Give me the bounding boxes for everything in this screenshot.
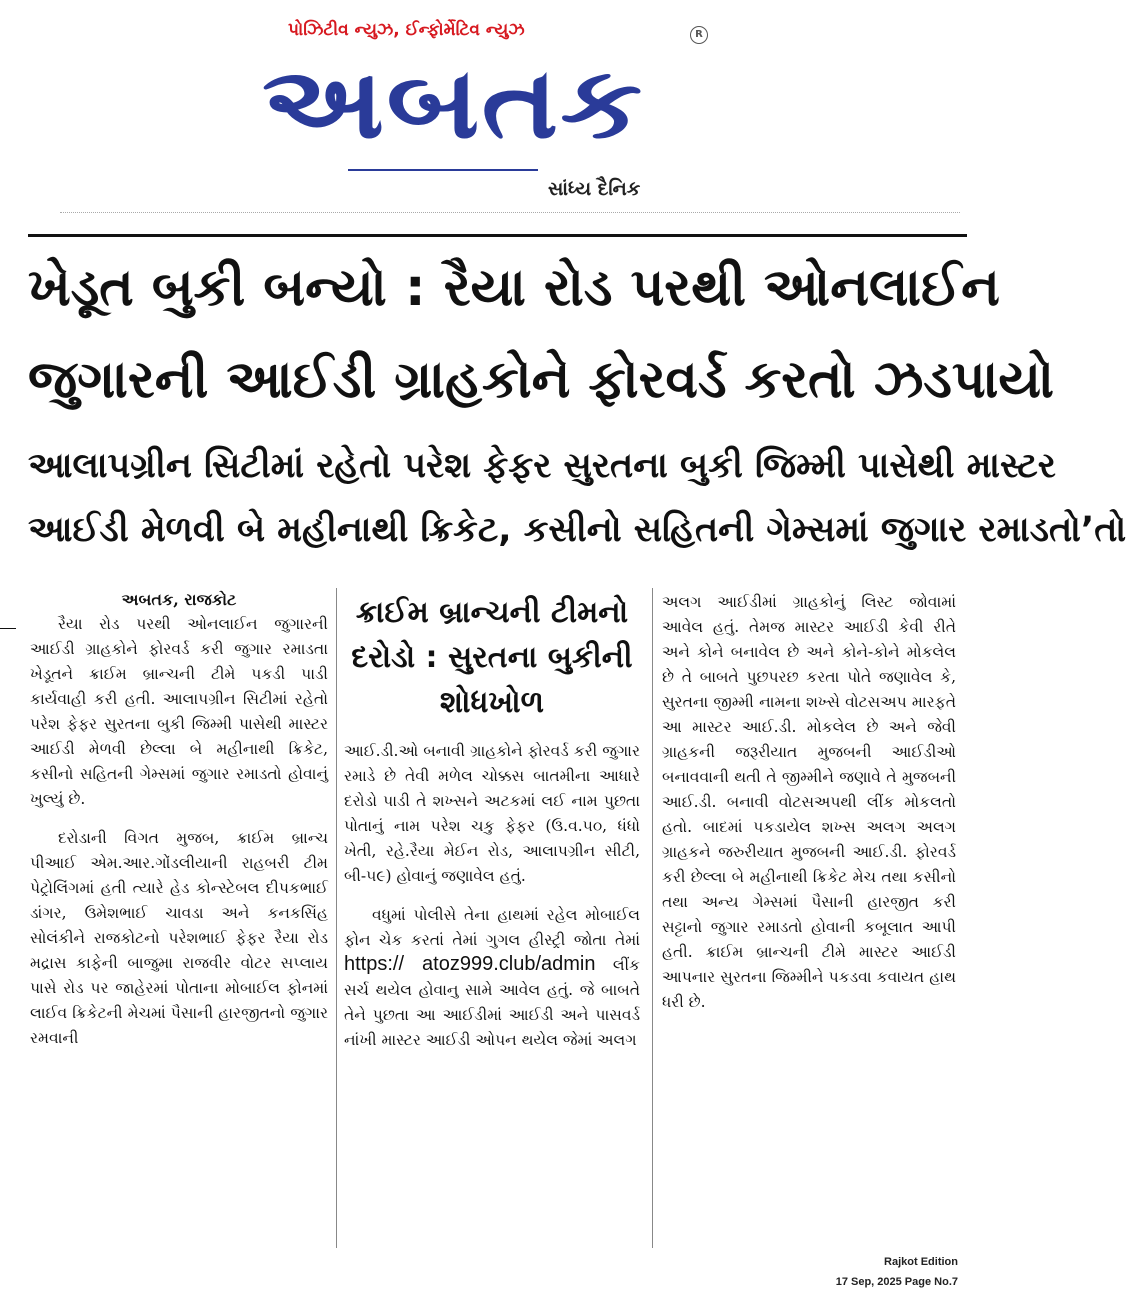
column-rule-2 — [652, 588, 653, 1248]
article-column-3 — [662, 590, 956, 1015]
headline-top-rule — [28, 234, 967, 237]
subheadline-line-2: આઈડી મેળવી બે મહીનાથી ક્રિકેટ, કસીનો સહિતની ગેમ્સમાં જુગાર રમાડતો’તો — [28, 510, 1126, 550]
masthead-divider-strip — [60, 212, 960, 221]
paragraph-text: વધુમાં પોલીસે તેના હાથમાં રહેલ મોબાઈલ ફોન ચેક કરતાં તેમાં ગુગલ હીસ્ટ્રી જોતા તેમાં — [344, 906, 640, 949]
article-column-1 — [30, 590, 328, 1051]
headline-line-1: ખેડૂત બુકી બન્યો : રૈયા રોડ પરથી ઓનલાઈન — [28, 258, 1000, 318]
article-paragraph: દરોડાની વિગત મુજબ, ક્રાઈમ બ્રાન્ચ પીઆઈ એમ.આર.ગોંડલીયાની રાહબરી ટીમ પેટ્રોલિંગમાં હતી ત્યારે હેડ કોન્સ્ટેબલ દીપકભાઈ ડાંગર, ઉમેશભાઈ ચાવડા અને કનકસિંહ સોલંકીને રાજકોટનો પરેશભાઈ ફેફર રૈયા રોડ મદ્રાસ કાફેની બાજુમા રાજવીર વોટર સપ્લાય પાસે રોડ પર જાહેરમાં પોતાના મોબાઈલ ફોનમાં લાઈવ ક્રિકેટની મેચમાં પૈસાની હારજીતનો જુગાર રમવાની — [30, 829, 328, 1047]
date-page-label: 17 Sep, 2025 Page No.7 — [835, 1276, 958, 1288]
headline-line-2: જુગારની આઈડી ગ્રાહકોને ફોરવર્ડ કરતો ઝડપાયો — [28, 350, 1054, 410]
article-paragraph — [344, 903, 640, 1053]
masthead-underline — [348, 169, 538, 171]
newspaper-logo: અબતક — [262, 45, 645, 161]
article-paragraph: અલગ આઈડીમાં ગ્રાહકોનું લિસ્ટ જોવામાં આવેલ હતું. તેમજ માસ્ટર આઈડી કેવી રીતે અને કોને બનાવેલ છે અને કોને-કોને મોકલેલ છે તે બાબતે પુછપરછ કરતા પોતે જણાવેલ કે, સુરતના જીમ્મી નામના શખ્સે વોટસઅપ મારફતે આ માસ્ટર આઈ.ડી. મોકલેલ છે અને જેવી ગ્રાહકની જરૂરીયાત મુજબની આઈડીઓ બનાવવાની થતી તે જીમ્મીને જણાવે તે મુજબની આઈ.ડી. બનાવી વોટસઅપથી લીંક મોકલતો હતો. બાદમાં પકડાયેલ શખ્સ અલગ અલગ ગ્રાહકને જરુરીયાત મુજબની આઈ.ડી. ફોરવર્ડ કરી છેલ્લા બે મહીનાથી ક્રિકેટ મેચ તથા કસીનો તથા અન્ય ગેમ્સમાં પૈસાની હારજીત કરી સટ્ટાનો જુગાર રમાડતો હોવાની કબૂલાત આપી હતી. ક્રાઈમ બ્રાન્ચની ટીમે માસ્ટર આઈડી આપનાર સુરતના જિમ્મીને પકડવા કવાયત હાથ ધરી છે. — [662, 593, 956, 1011]
column-rule-1 — [336, 588, 337, 1248]
paragraph-text: લીંક સર્ચ થયેલ હોવાનુ સામે આવેલ હતું. જે બાબતે તેને પુછતા આ આઈડીમાં આઈડી અને પાસવર્ડ નાંખી માસ્ટર આઈડી ઓપન થયેલ જેમાં અલગ — [344, 956, 640, 1049]
edition-label: Rajkot Edition — [884, 1256, 958, 1268]
article-column-2 — [344, 590, 640, 1053]
website-url: https:// atoz999.club/admin — [344, 953, 596, 975]
subheadline-line-1: આલાપગ્રીન સિટીમાં રહેતો પરેશ ફેફર સુરતના બુકી જિમ્મી પાસેથી માસ્ટર — [28, 446, 1056, 486]
article-subhead: ક્રાઈમ બ્રાન્ચની ટીમનો દરોડો : સુરતના બુકીની શોધખોળ — [351, 595, 633, 720]
article-paragraph: આઈ.ડી.ઓ બનાવી ગ્રાહકોને ફોરવર્ડ કરી જુગાર રમાડે છે તેવી મળેલ ચોક્કસ બાતમીના આધારે દરોડો પાડી તે શખ્સને અટકમાં લઈ નામ પુછતા પોતાનું નામ પરેશ ચકુ ફેફર (ઉ.વ.૫૦, ધંધો ખેતી, રહે.રૈયા મેઈન રોડ, આલાપગ્રીન સીટી, બી-૫૯) હોવાનું જણાવેલ હતું. — [344, 742, 640, 885]
masthead-subtitle: સાંધ્ય દૈનિક — [548, 178, 641, 200]
masthead-tagline: પોઝિટીવ ન્યુઝ, ઈન્ફોર્મેટિવ ન્યુઝ — [288, 20, 525, 40]
article-dateline: અબતક, રાજકોટ — [121, 590, 237, 609]
registered-mark-icon: R — [690, 26, 708, 44]
margin-tick — [0, 628, 16, 629]
article-paragraph: રૈયા રોડ પરથી ઓનલાઈન જુગારની આઈડી ગ્રાહકોને ફોરવર્ડ કરી જુગાર રમાડતા ખેડૂતને ક્રાઈમ બ્રાન્ચની ટીમે પકડી પાડી કાર્યવાહી કરી હતી. આલાપગ્રીન સિટીમાં રહેતો પરેશ ફેફર સુરતના બુકી જિમ્મી પાસેથી માસ્ટર આઈડી મેળવી છેલ્લા બે મહીનાથી ક્રિકેટ, કસીનો સહિતની ગેમ્સમાં જુગાર રમાડતો હોવાનું ખુલ્યું છે. — [30, 615, 328, 808]
